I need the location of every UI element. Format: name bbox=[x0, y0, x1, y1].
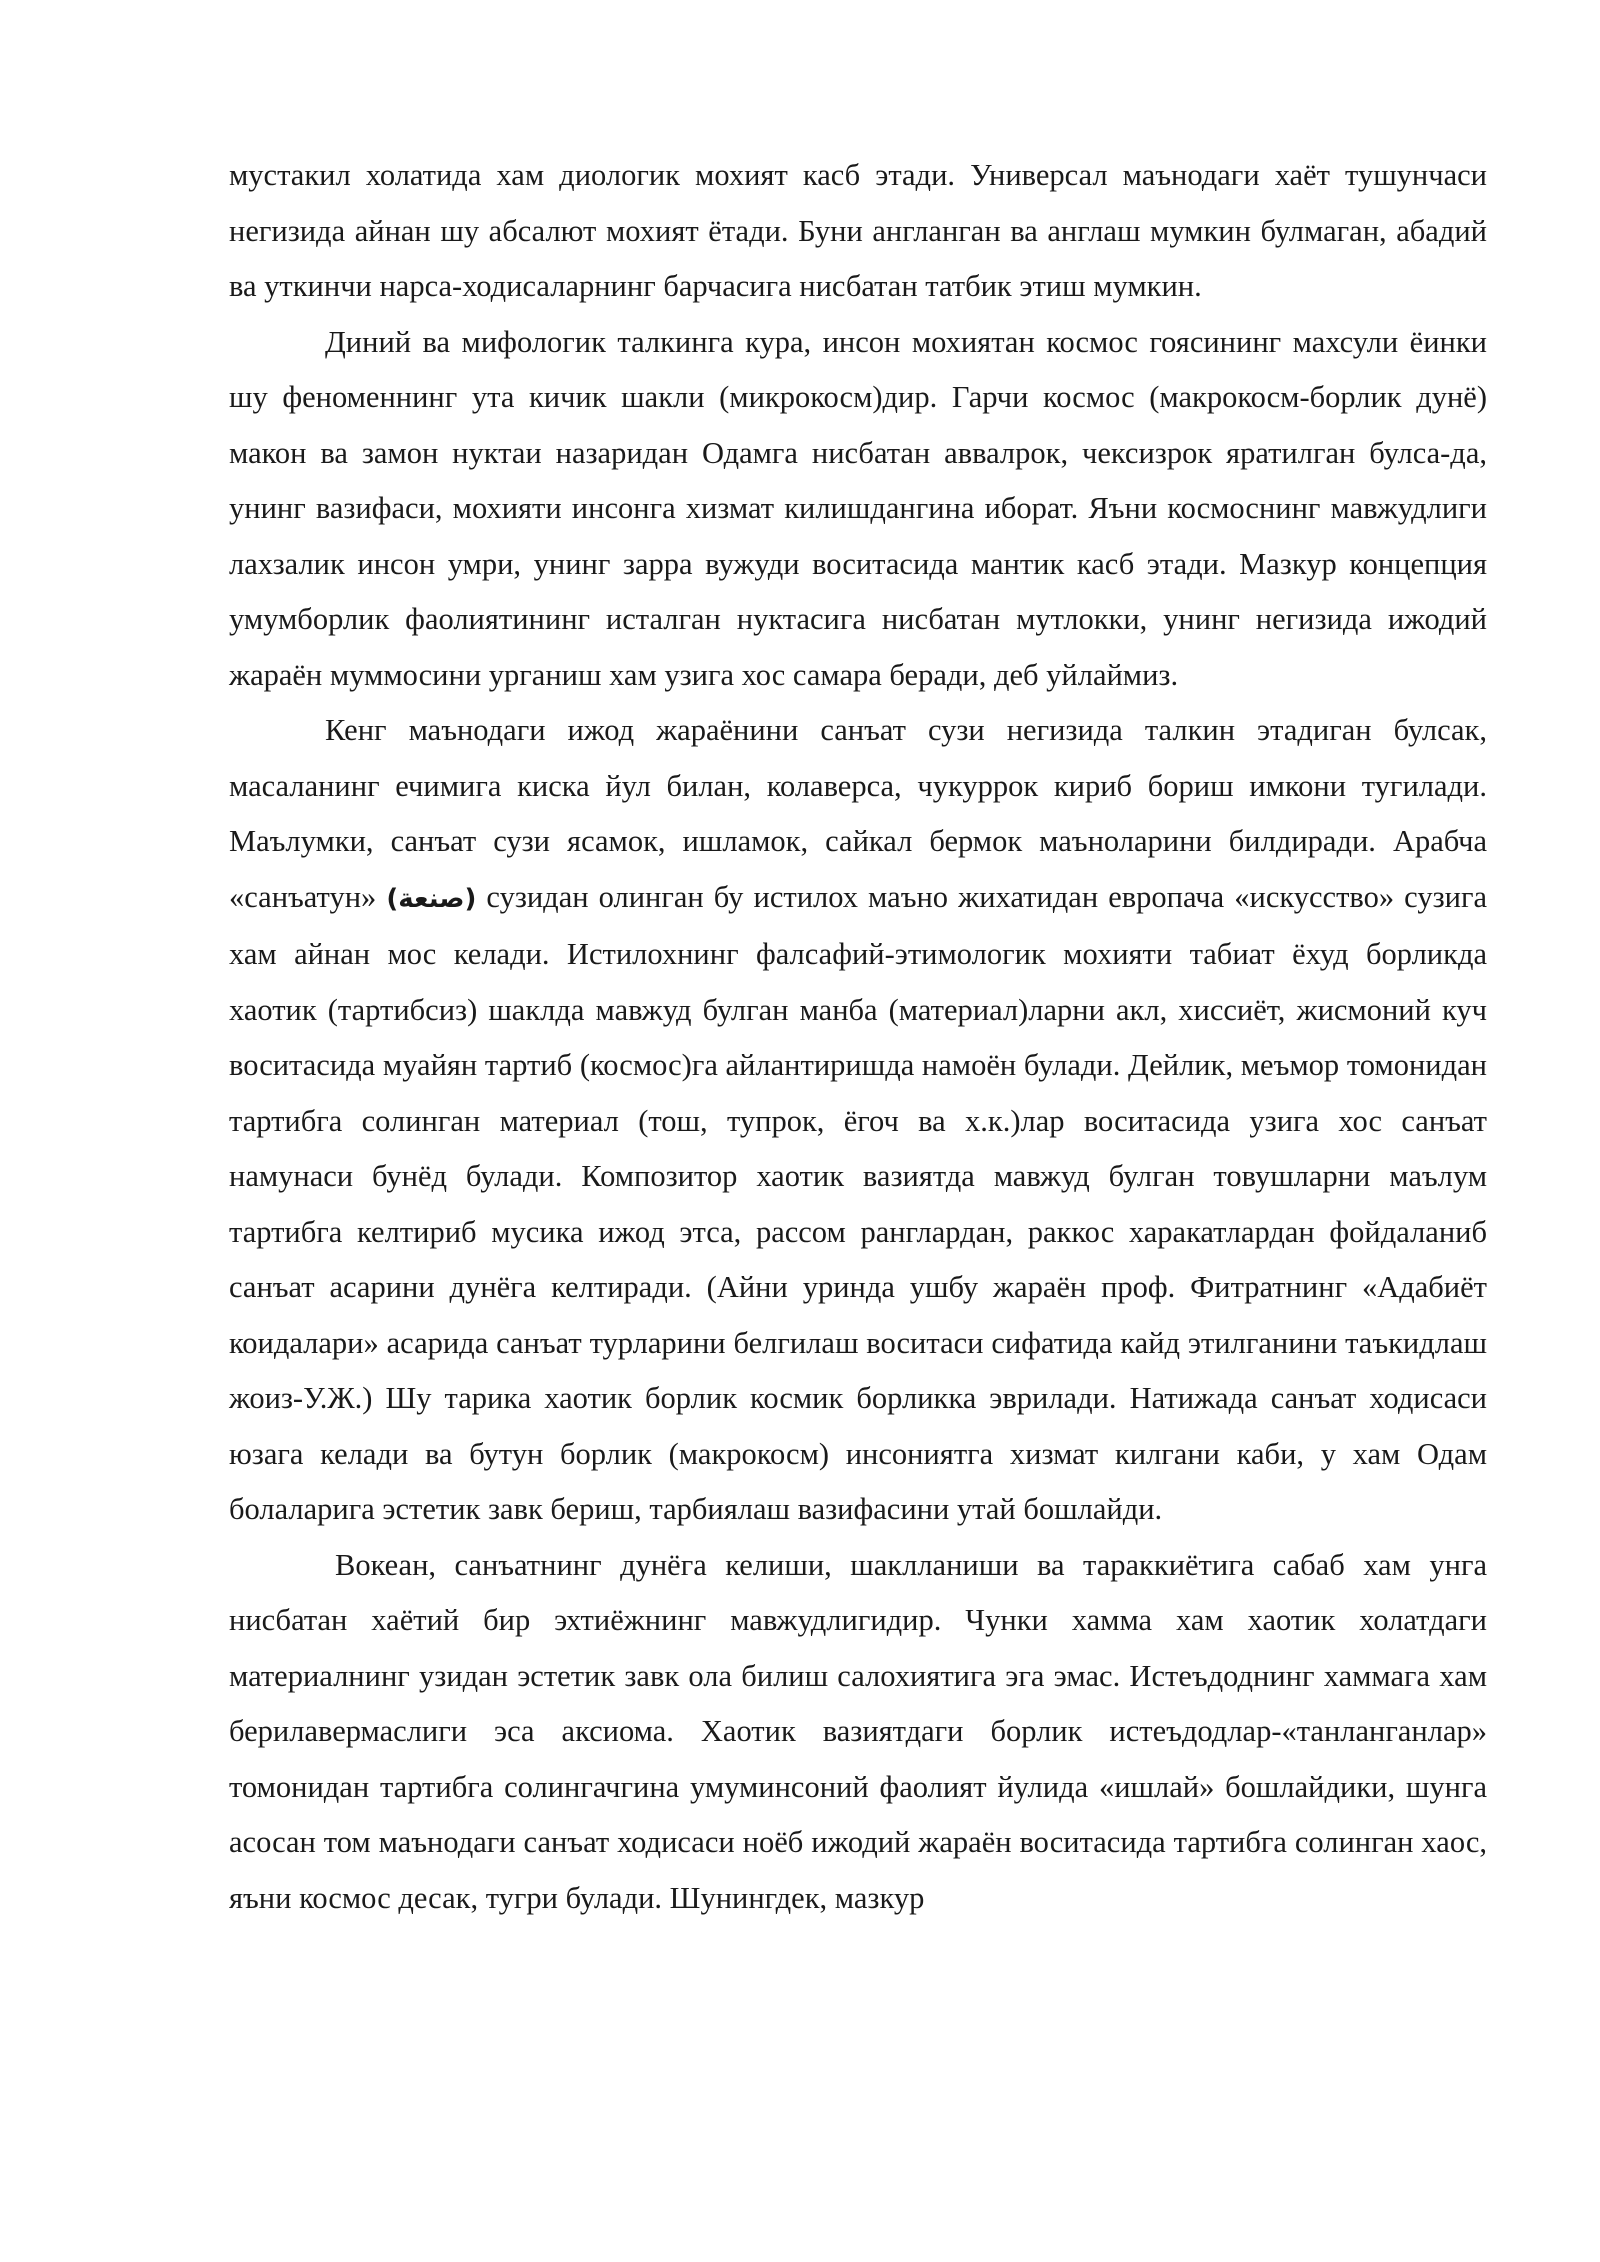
document-page bbox=[229, 148, 1487, 1926]
paragraph-3 bbox=[229, 703, 1487, 1538]
paragraph-2: Диний ва мифологик талкинга кура, инсон мохиятан космос гоясининг махсули ёинки шу феноменнинг ута кичик шакли (микрокосм)дир. Гарчи космос (макрокосм-борлик дунё) макон ва замон нуктаи назаридан Одамга нисбатан аввалрок, чексизрок яратилган булса-да, унинг вазифаси, мохияти инсонга хизмат килишдангина иборат. Яъни космоснинг мавжудлиги лахзалик инсон умри, унинг зарра вужуди воситасида мантик касб этади. Мазкур концепция умумборлик фаолиятининг исталган нуктасига нисбатан мутлокки, унинг негизида ижодий жараён муммосини урганиш хам узига хос самара беради, деб уйлаймиз. bbox=[229, 324, 1487, 692]
paragraph-1: мустакил холатида хам диологик мохият касб этади. Универсал маънодаги хаёт тушунчаси негизида айнан шу абсалют мохият ётади. Буни англанган ва англаш мумкин булмаган, абадий ва уткинчи нарса-ходисаларнинг барчасига нисбатан татбик этиш мумкин. bbox=[229, 158, 1487, 303]
paragraph-3-text-after: сузидан олинган бу истилох маъно жихатидан европача «искусство» сузига хам айнан мос келади. Истилохнинг фалсафий-этимологик мохияти табиат ёхуд борликда хаотик (тартибсиз) шаклда мавжуд булган манба (материал)ларни акл, хиссиёт, жисмоний куч воситасида муайян тартиб (космос)га айлантиришда намоён булади. Дейлик, меъмор томонидан тартибга солинган материал (тош, тупрок, ёгоч ва х.к.)лар воситасида узига хос санъат намунаси бунёд булади. Композитор хаотик вазиятда мавжуд булган товушларни маълум тартибга келтириб мусика ижод этса, рассом ранглардан, раккос харакатлардан фойдаланиб санъат асарини дунёга келтиради. (Айни уринда ушбу жараён проф. Фитратнинг «Адабиёт коидалари» асарида санъат турларини белгилаш воситаси сифатида кайд этилганини таъкидлаш жоиз-У.Ж.) Шу тарика хаотик борлик космик борликка эврилади. Натижада санъат ходисаси юзага келади ва бутун борлик (макрокосм) инсониятга хизмат килгани каби, у хам Одам болаларига эстетик завк бериш, тарбиялаш вазифасини утай бошлайди. bbox=[229, 879, 1487, 1526]
paragraph-4: Вокеан, санъатнинг дунёга келиши, шаклланиши ва тараккиётига сабаб хам унга нисбатан хаётий бир эхтиёжнинг мавжудлигидир. Чунки хамма хам хаотик холатдаги материалнинг узидан эстетик завк ола билиш салохиятига эга эмас. Истеъдоднинг хаммага хам берилавермаслиги эса аксиома. Хаотик вазиятдаги борлик истеъдодлар-«танланганлар» томонидан тартибга солингачгина умуминсоний фаолият йулида «ишлай» бошлайдики, шунга асосан том маънодаги санъат ходисаси ноёб ижодий жараён воситасида тартибга солинган хаос, яъни космос десак, тугри булади. Шунингдек, мазкур bbox=[229, 1547, 1487, 1915]
arabic-word: (صنعة) bbox=[386, 883, 477, 914]
paragraph-3-text-before: Кенг маънодаги ижод жараёнини санъат сузи негизида талкин этадиган булсак, масаланинг ечимига киска йул билан, колаверса, чукуррок кириб бориш имкони тугилади. Маълумки, санъат сузи ясамок, ишламок, сайкал бермок маъноларини билдиради. Арабча «санъатун» bbox=[229, 713, 1487, 914]
